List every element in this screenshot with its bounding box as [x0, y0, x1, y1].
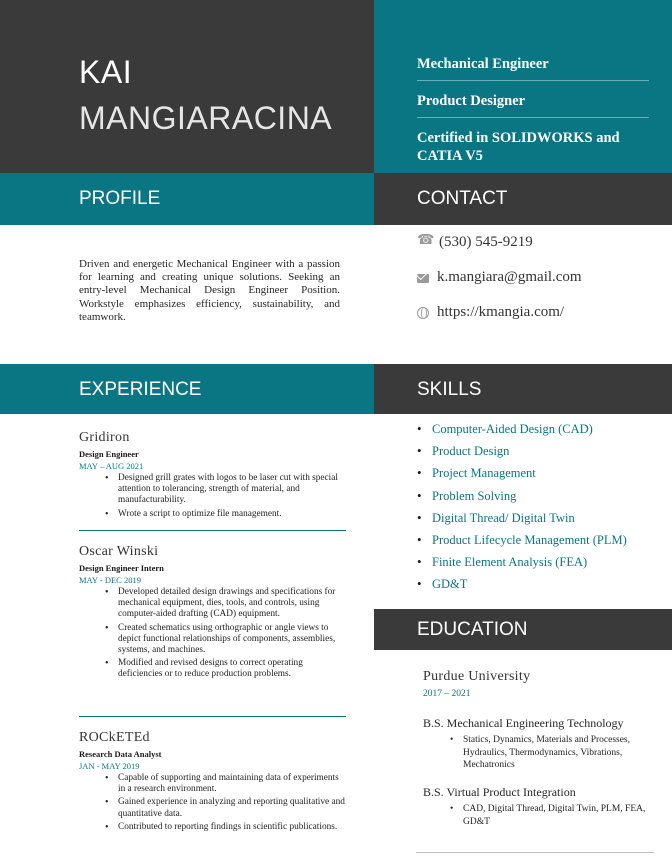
job-bullet: • Capable of supporting and maintaining data of experiments in a research environment. — [105, 773, 346, 795]
title-item: Product Designer — [417, 89, 649, 118]
job-bullets — [79, 773, 346, 833]
skill-item: • Project Management — [417, 466, 627, 488]
divider — [79, 716, 346, 717]
contact-email — [417, 269, 582, 286]
section-title-profile: PROFILE — [79, 188, 161, 209]
degree-entry — [423, 785, 653, 828]
skills-header-bar — [374, 364, 672, 414]
titles-banner — [374, 0, 672, 173]
job-bullet: • Modified and revised designs to correct operating deficiencies or to reduce production problems. — [105, 658, 346, 680]
skill-item: • Product Lifecycle Management (PLM) — [417, 533, 627, 555]
title-item: Mechanical Engineer — [417, 52, 649, 81]
profile-summary: Driven and energetic Mechanical Engineer with a passion for learning and creating unique solutions. Seeking an entry-level Mechanical Design Engineer Position. Workstyle emphasizes efficiency, sustainability, and teamwork. — [79, 258, 340, 323]
experience-header-bar — [0, 364, 374, 414]
last-name: MANGIARACINA — [79, 100, 333, 136]
skill-item: • Computer-Aided Design (CAD) — [417, 422, 627, 444]
education-entry — [423, 669, 653, 699]
contact-phone — [417, 234, 533, 251]
school-dates: 2017 – 2021 — [423, 689, 471, 699]
experience-entry — [79, 430, 346, 522]
website-link[interactable]: https://kmangia.com/ — [437, 304, 565, 320]
section-title-experience: EXPERIENCE — [79, 379, 202, 400]
skill-item: • Finite Element Analysis (FEA) — [417, 555, 627, 577]
company-name: Oscar Winski — [79, 544, 159, 559]
job-dates: MAY - DEC 2019 — [79, 575, 141, 585]
job-bullet: • Gained experience in analyzing and reporting qualitative and quantitative data. — [105, 797, 346, 819]
skill-item: • Product Design — [417, 444, 627, 466]
job-title: Design Engineer Intern — [79, 563, 164, 573]
job-bullet: • Designed grill grates with logos to be laser cut with special attention to tolerancing, strength of material, and manufacturability. — [105, 473, 346, 507]
phone-number[interactable]: (530) 545-9219 — [439, 234, 533, 250]
degree-courses — [423, 734, 653, 772]
company-name: ROCkETEd — [79, 730, 150, 745]
name-banner — [0, 0, 374, 173]
email-address[interactable]: k.mangiara@gmail.com — [437, 269, 582, 285]
job-bullet: • Wrote a script to optimize file management. — [105, 509, 346, 520]
education-header-bar — [374, 609, 672, 650]
job-bullet: • Contributed to reporting findings in scientific publications. — [105, 822, 346, 833]
divider — [79, 530, 346, 531]
experience-entry — [79, 730, 346, 835]
first-name: KAI — [79, 54, 133, 90]
job-bullets — [79, 473, 346, 520]
section-title-skills: SKILLS — [417, 379, 482, 400]
job-dates: JAN - MAY 2019 — [79, 761, 140, 771]
title-item: Certified in SOLIDWORKS and CATIA V5 — [417, 130, 620, 164]
titles-list — [417, 52, 649, 180]
job-bullet: • Created schematics using orthographic or angle views to depict functional relationships of components, assemblies, systems, and machines. — [105, 623, 346, 657]
section-title-contact: CONTACT — [417, 188, 508, 209]
course-item: • Statics, Dynamics, Materials and Processes, Hydraulics, Thermodynamics, Vibrations, Mechatronics — [450, 734, 653, 772]
skill-item: • Problem Solving — [417, 489, 627, 511]
degree-name: B.S. Mechanical Engineering Technology — [423, 716, 624, 730]
degree-entry — [423, 716, 653, 772]
skill-item: • GD&T — [417, 577, 627, 599]
company-name: Gridiron — [79, 430, 130, 445]
job-title: Research Data Analyst — [79, 749, 162, 759]
course-item: • CAD, Digital Thread, Digital Twin, PLM, FEA, GD&T — [450, 803, 653, 828]
degree-courses — [423, 803, 653, 828]
job-dates: MAY – AUG 2021 — [79, 461, 144, 471]
globe-icon — [417, 307, 429, 319]
degree-name: B.S. Virtual Product Integration — [423, 785, 576, 799]
school-name: Purdue University — [423, 669, 531, 684]
phone-icon — [417, 236, 431, 250]
divider — [416, 852, 654, 853]
job-title: Design Engineer — [79, 449, 139, 459]
skills-list — [417, 422, 627, 600]
experience-entry — [79, 544, 346, 683]
contact-website — [417, 304, 564, 321]
mail-icon — [417, 274, 429, 283]
skill-item: • Digital Thread/ Digital Twin — [417, 511, 627, 533]
job-bullets — [79, 587, 346, 681]
contact-header-bar — [374, 173, 672, 225]
section-title-education: EDUCATION — [417, 619, 528, 640]
profile-header-bar — [0, 173, 374, 225]
job-bullet: • Developed detailed design drawings and specifications for mechanical equipment, dies, tools, and controls, using computer-aided drafting (CAD) equipment. — [105, 587, 346, 621]
